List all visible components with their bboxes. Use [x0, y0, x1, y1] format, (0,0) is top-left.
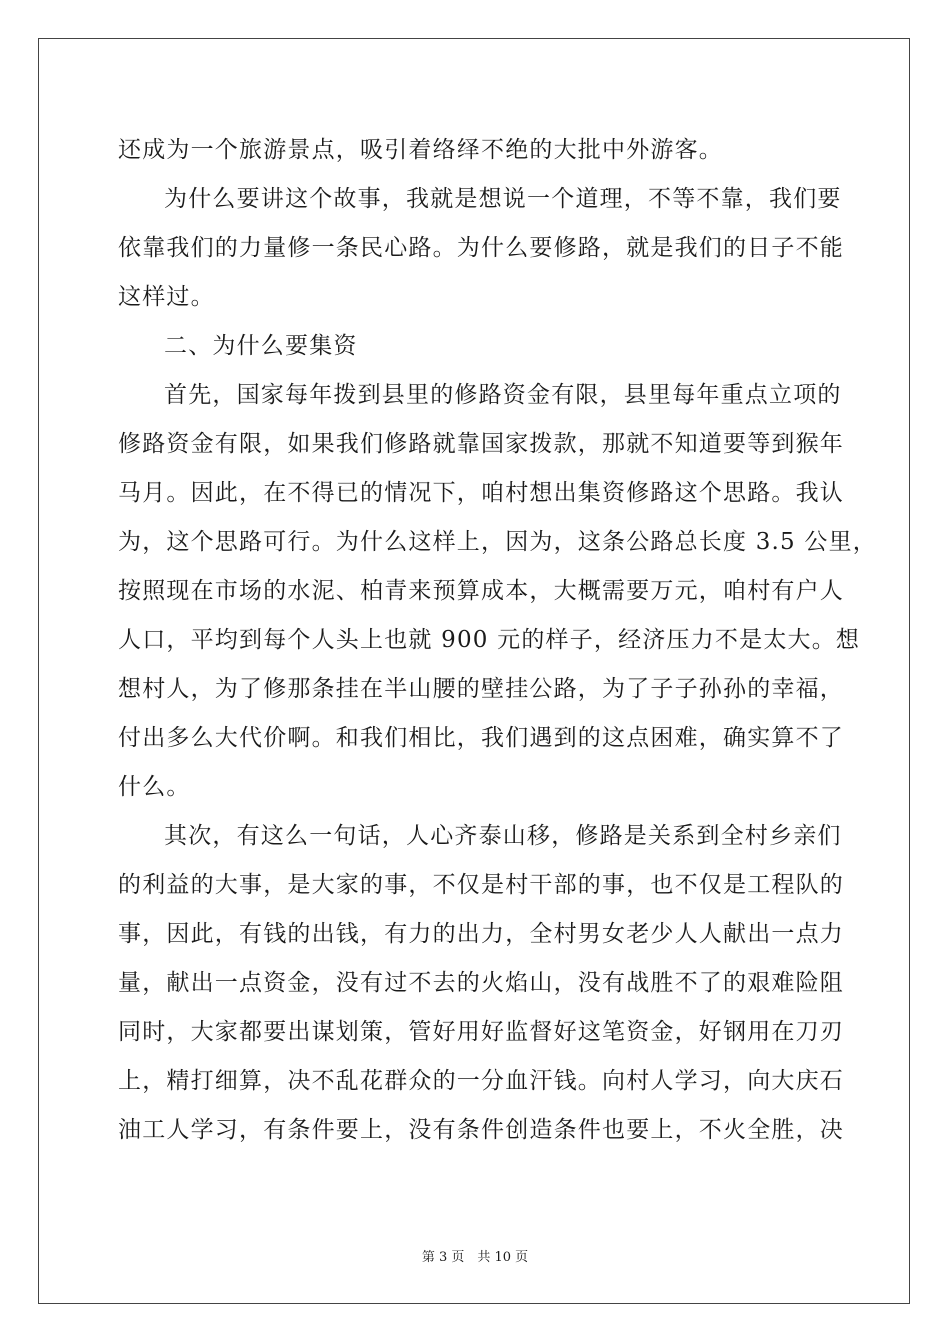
- text-line: 修路资金有限，如果我们修路就靠国家拨款，那就不知道要等到猴年: [118, 431, 844, 457]
- text-line: 同时，大家都要出谋划策，管好用好监督好这笔资金，好钢用在刀刃: [118, 1019, 844, 1045]
- text-line: 想村人，为了修那条挂在半山腰的壁挂公路，为了子子孙孙的幸福，: [118, 676, 844, 702]
- text-line: 油工人学习，有条件要上，没有条件创造条件也要上，不火全胜，决: [118, 1117, 844, 1143]
- section-heading: 二、为什么要集资: [164, 333, 358, 359]
- text-line: 首先，国家每年拨到县里的修路资金有限，县里每年重点立项的: [164, 382, 842, 408]
- text-line: 马月。因此，在不得已的情况下，咱村想出集资修路这个思路。我认: [118, 480, 844, 506]
- text-line: 人口，平均到每个人头上也就 900 元的样子，经济压力不是太大。想: [118, 627, 861, 653]
- text-line: 这样过。: [118, 284, 215, 310]
- text-line: 还成为一个旅游景点，吸引着络绎不绝的大批中外游客。: [118, 137, 723, 163]
- text-line: 事，因此，有钱的出钱，有力的出力，全村男女老少人人献出一点力: [118, 921, 844, 947]
- text-line: 按照现在市场的水泥、柏青来预算成本，大概需要万元，咱村有户人: [118, 578, 844, 604]
- text-line: 为，这个思路可行。为什么这样上，因为，这条公路总长度 3.5 公里，: [118, 529, 877, 555]
- text-line: 为什么要讲这个故事，我就是想说一个道理，不等不靠，我们要: [164, 186, 842, 212]
- page-number: 第 3 页 共 10 页: [421, 1250, 529, 1265]
- text-line: 依靠我们的力量修一条民心路。为什么要修路，就是我们的日子不能: [118, 235, 844, 261]
- text-line: 的利益的大事，是大家的事，不仅是村干部的事，也不仅是工程队的: [118, 872, 844, 898]
- text-line: 付出多么大代价啊。和我们相比，我们遇到的这点困难，确实算不了: [118, 725, 844, 751]
- document-body: [118, 126, 877, 1155]
- text-line: 什么。: [118, 774, 191, 800]
- text-line: 上，精打细算，决不乱花群众的一分血汗钱。向村人学习，向大庆石: [118, 1068, 844, 1094]
- text-line: 其次，有这么一句话，人心齐泰山移，修路是关系到全村乡亲们: [164, 823, 842, 849]
- text-line: 量，献出一点资金，没有过不去的火焰山，没有战胜不了的艰难险阻: [118, 970, 844, 996]
